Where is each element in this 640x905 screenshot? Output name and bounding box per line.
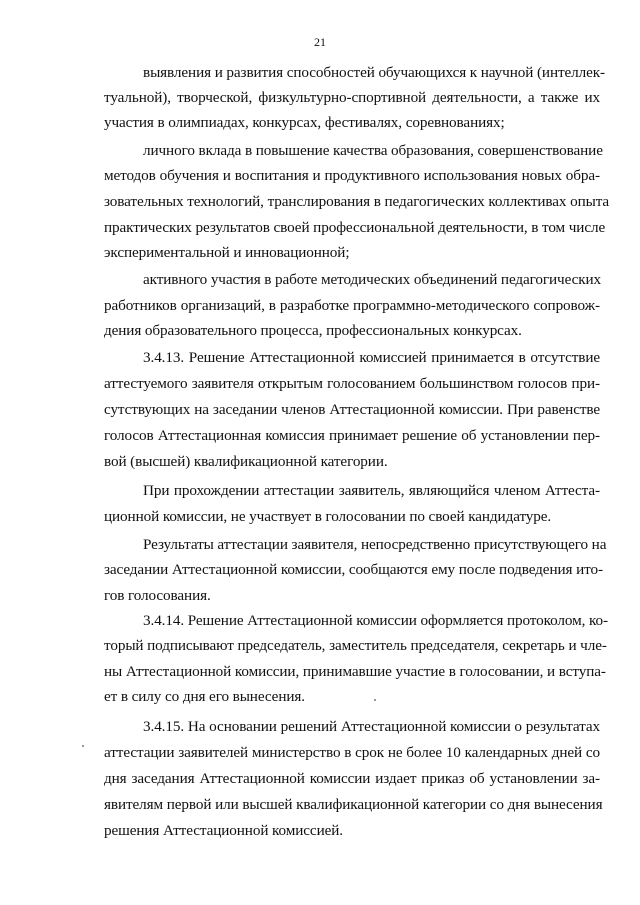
text-line: ет в силу со дня его вынесения. bbox=[104, 688, 305, 705]
text-line: 3.4.14. Решение Аттестационной комиссии оформляется протоколом, ко- bbox=[143, 612, 608, 629]
scan-speck bbox=[374, 699, 376, 701]
text-line: выявления и развития способностей обучающихся к научной (интеллек- bbox=[143, 64, 605, 81]
text-line: аттестуемого заявителя открытым голосованием большинством голосов при- bbox=[104, 375, 600, 392]
text-line: сутствующих на заседании членов Аттестационной комиссии. При равенстве bbox=[104, 401, 600, 418]
text-line: аттестации заявителей министерство в срок не более 10 календарных дней со bbox=[104, 744, 600, 761]
text-line: голосов Аттестационная комиссия принимает решение об установлении пер- bbox=[104, 427, 600, 444]
text-line: практических результатов своей профессиональной деятельности, в том числе bbox=[104, 219, 606, 236]
text-line: методов обучения и воспитания и продуктивного использования новых обра- bbox=[104, 167, 600, 184]
text-line: дения образовательного процесса, профессиональных конкурсах. bbox=[104, 322, 522, 339]
text-line: зовательных технологий, транслирования в педагогических коллективах опыта bbox=[104, 193, 610, 210]
text-line: решения Аттестационной комиссией. bbox=[104, 822, 343, 839]
text-line: участия в олимпиадах, конкурсах, фестивалях, соревнованиях; bbox=[104, 114, 505, 131]
text-line: личного вклада в повышение качества образования, совершенствование bbox=[143, 142, 603, 159]
text-line: туальной), творческой, физкультурно-спортивной деятельности, а также их bbox=[104, 89, 600, 106]
text-line: вой (высшей) квалификационной категории. bbox=[104, 453, 388, 470]
text-line: гов голосования. bbox=[104, 587, 211, 604]
text-line: 3.4.13. Решение Аттестационной комиссией принимается в отсутствие bbox=[143, 349, 600, 366]
text-line: торый подписывают председатель, заместитель председателя, секретарь и чле- bbox=[104, 637, 607, 654]
text-line: При прохождении аттестации заявитель, являющийся членом Аттеста- bbox=[143, 482, 600, 499]
text-line: работников организаций, в разработке программно-методического сопровож- bbox=[104, 297, 600, 314]
text-line: заседании Аттестационной комиссии, сообщаются ему после подведения ито- bbox=[104, 561, 603, 578]
text-line: 3.4.15. На основании решений Аттестационной комиссии о результатах bbox=[143, 718, 600, 735]
text-line: экспериментальной и инновационной; bbox=[104, 244, 350, 261]
page-number: 21 bbox=[314, 35, 326, 49]
text-line: Результаты аттестации заявителя, непосредственно присутствующего на bbox=[143, 536, 607, 553]
text-line: ны Аттестационной комиссии, принимавшие участие в голосовании, и вступа- bbox=[104, 663, 606, 680]
text-line: ционной комиссии, не участвует в голосовании по своей кандидатуре. bbox=[104, 508, 552, 525]
text-line: дня заседания Аттестационной комиссии издает приказ об установлении за- bbox=[104, 770, 600, 787]
text-line: активного участия в работе методических объединений педагогических bbox=[143, 271, 602, 288]
text-line: явителям первой или высшей квалификационной категории со дня вынесения bbox=[104, 796, 603, 813]
scan-speck bbox=[82, 745, 84, 747]
